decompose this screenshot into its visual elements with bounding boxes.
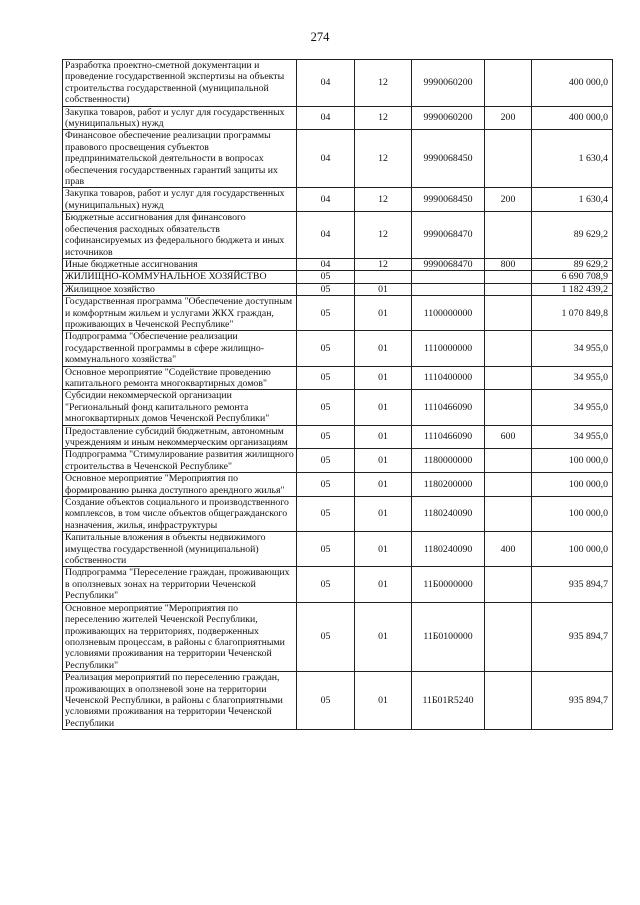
row-name-cell: Субсидии некоммерческой организации "Региональный фонд капитального ремонта многоквартирных домов Чеченской Республики"	[63, 390, 297, 425]
expense-type-cell: 400	[485, 532, 532, 567]
target-article-cell: 1110400000	[412, 366, 485, 390]
target-article-cell: 1180200000	[412, 473, 485, 497]
target-article-cell: 11Б0100000	[412, 602, 485, 671]
table-row	[63, 390, 613, 425]
row-name-cell: Жилищное хозяйство	[63, 283, 297, 295]
row-name-cell: Финансовое обеспечение реализации программы правового просвещения субъектов предпринимательской деятельности в вопросах обеспечения государственных гарантий защиты их прав	[63, 130, 297, 188]
expense-type-cell	[485, 390, 532, 425]
table-row	[63, 283, 613, 295]
amount-cell: 100 000,0	[532, 449, 613, 473]
row-name-cell: Основное мероприятие "Содействие проведению капитального ремонта многоквартирных домов"	[63, 366, 297, 390]
subsection-code-cell: 01	[355, 296, 412, 331]
target-article-cell: 11Б01R5240	[412, 672, 485, 730]
amount-cell: 1 070 849,8	[532, 296, 613, 331]
amount-cell: 34 955,0	[532, 390, 613, 425]
subsection-code-cell: 12	[355, 258, 412, 270]
amount-cell: 100 000,0	[532, 497, 613, 532]
amount-cell: 935 894,7	[532, 672, 613, 730]
table-row	[63, 672, 613, 730]
section-code-cell: 05	[297, 567, 355, 602]
subsection-code-cell: 01	[355, 390, 412, 425]
target-article-cell: 1110466090	[412, 390, 485, 425]
expense-type-cell	[485, 672, 532, 730]
target-article-cell: 1100000000	[412, 296, 485, 331]
section-code-cell: 04	[297, 60, 355, 107]
amount-cell: 34 955,0	[532, 331, 613, 366]
table-row	[63, 212, 613, 259]
target-article-cell: 1180000000	[412, 449, 485, 473]
expense-type-cell	[485, 130, 532, 188]
budget-table	[62, 59, 613, 730]
row-name-cell: Разработка проектно-сметной документации и проведение государственной экспертизы на объекты строительства государственной (муниципальной собственности)	[63, 60, 297, 107]
row-name-cell: Подпрограмма "Стимулирование развития жилищного строительства в Чеченской Республике"	[63, 449, 297, 473]
section-code-cell: 05	[297, 331, 355, 366]
target-article-cell: 9990068450	[412, 130, 485, 188]
target-article-cell	[412, 271, 485, 283]
target-article-cell: 9990060200	[412, 106, 485, 130]
expense-type-cell	[485, 271, 532, 283]
subsection-code-cell: 01	[355, 425, 412, 449]
expense-type-cell: 200	[485, 188, 532, 212]
row-name-cell: Создание объектов социального и производственного комплексов, в том числе объектов общегражданского назначения, жилья, инфраструктуры	[63, 497, 297, 532]
table-row	[63, 188, 613, 212]
amount-cell: 89 629,2	[532, 258, 613, 270]
row-name-cell: Основное мероприятие "Мероприятия по формированию рынка доступного арендного жилья"	[63, 473, 297, 497]
section-code-cell: 05	[297, 271, 355, 283]
section-code-cell: 05	[297, 366, 355, 390]
expense-type-cell	[485, 497, 532, 532]
section-code-cell: 04	[297, 258, 355, 270]
subsection-code-cell	[355, 271, 412, 283]
row-name-cell: ЖИЛИЩНО-КОММУНАЛЬНОЕ ХОЗЯЙСТВО	[63, 271, 297, 283]
amount-cell: 400 000,0	[532, 60, 613, 107]
section-code-cell: 04	[297, 188, 355, 212]
section-code-cell: 05	[297, 449, 355, 473]
expense-type-cell	[485, 283, 532, 295]
expense-type-cell	[485, 602, 532, 671]
target-article-cell: 1180240090	[412, 497, 485, 532]
table-row	[63, 449, 613, 473]
amount-cell: 6 690 708,9	[532, 271, 613, 283]
section-code-cell: 05	[297, 283, 355, 295]
row-name-cell: Основное мероприятие "Мероприятия по переселению жителей Чеченской Республики, проживающих на территориях, подверженных оползневым процессам, в районы с благоприятными условиями проживания на территории Чеченской Республики"	[63, 602, 297, 671]
row-name-cell: Государственная программа "Обеспечение доступным и комфортным жильем и услугами ЖКХ граждан, проживающих в Чеченской Республике"	[63, 296, 297, 331]
section-code-cell: 04	[297, 106, 355, 130]
section-code-cell: 05	[297, 296, 355, 331]
row-name-cell: Закупка товаров, работ и услуг для государственных (муниципальных) нужд	[63, 106, 297, 130]
target-article-cell: 1110466090	[412, 425, 485, 449]
amount-cell: 1 630,4	[532, 130, 613, 188]
target-article-cell: 11Б0000000	[412, 567, 485, 602]
amount-cell: 1 182 439,2	[532, 283, 613, 295]
expense-type-cell	[485, 331, 532, 366]
expense-type-cell	[485, 212, 532, 259]
subsection-code-cell: 01	[355, 331, 412, 366]
row-name-cell: Бюджетные ассигнования для финансового обеспечения расходных обязательств софинансируемых из федерального бюджета и иных источников	[63, 212, 297, 259]
amount-cell: 100 000,0	[532, 532, 613, 567]
amount-cell: 400 000,0	[532, 106, 613, 130]
subsection-code-cell: 01	[355, 283, 412, 295]
table-row	[63, 473, 613, 497]
expense-type-cell	[485, 296, 532, 331]
subsection-code-cell: 01	[355, 672, 412, 730]
expense-type-cell: 200	[485, 106, 532, 130]
subsection-code-cell: 01	[355, 567, 412, 602]
amount-cell: 34 955,0	[532, 366, 613, 390]
row-name-cell: Подпрограмма "Обеспечение реализации государственной программы в сфере жилищно-коммунального хозяйства"	[63, 331, 297, 366]
row-name-cell: Подпрограмма "Переселение граждан, проживающих в оползневых зонах на территории Чеченской Республики"	[63, 567, 297, 602]
subsection-code-cell: 01	[355, 532, 412, 567]
target-article-cell: 1110000000	[412, 331, 485, 366]
section-code-cell: 05	[297, 425, 355, 449]
amount-cell: 89 629,2	[532, 212, 613, 259]
subsection-code-cell: 12	[355, 60, 412, 107]
subsection-code-cell: 01	[355, 497, 412, 532]
row-name-cell: Закупка товаров, работ и услуг для государственных (муниципальных) нужд	[63, 188, 297, 212]
expense-type-cell: 800	[485, 258, 532, 270]
section-code-cell: 04	[297, 212, 355, 259]
target-article-cell: 1180240090	[412, 532, 485, 567]
subsection-code-cell: 01	[355, 449, 412, 473]
subsection-code-cell: 12	[355, 212, 412, 259]
table-row	[63, 60, 613, 107]
table-row	[63, 425, 613, 449]
target-article-cell: 9990068470	[412, 258, 485, 270]
table-row	[63, 258, 613, 270]
subsection-code-cell: 01	[355, 602, 412, 671]
amount-cell: 34 955,0	[532, 425, 613, 449]
subsection-code-cell: 01	[355, 473, 412, 497]
table-row	[63, 271, 613, 283]
table-row	[63, 296, 613, 331]
subsection-code-cell: 12	[355, 130, 412, 188]
subsection-code-cell: 12	[355, 106, 412, 130]
subsection-code-cell: 12	[355, 188, 412, 212]
expense-type-cell	[485, 60, 532, 107]
table-row	[63, 602, 613, 671]
section-code-cell: 05	[297, 390, 355, 425]
section-code-cell: 05	[297, 473, 355, 497]
expense-type-cell: 600	[485, 425, 532, 449]
table-row	[63, 331, 613, 366]
table-row	[63, 532, 613, 567]
expense-type-cell	[485, 473, 532, 497]
section-code-cell: 05	[297, 602, 355, 671]
table-row	[63, 497, 613, 532]
table-row	[63, 366, 613, 390]
section-code-cell: 05	[297, 497, 355, 532]
page-number: 274	[310, 30, 330, 44]
amount-cell: 935 894,7	[532, 602, 613, 671]
row-name-cell: Предоставление субсидий бюджетным, автономным учреждениям и иным некоммерческим организациям	[63, 425, 297, 449]
amount-cell: 100 000,0	[532, 473, 613, 497]
section-code-cell: 05	[297, 532, 355, 567]
table-row	[63, 130, 613, 188]
budget-table-body	[63, 60, 613, 730]
section-code-cell: 04	[297, 130, 355, 188]
target-article-cell: 9990068450	[412, 188, 485, 212]
amount-cell: 935 894,7	[532, 567, 613, 602]
subsection-code-cell: 01	[355, 366, 412, 390]
expense-type-cell	[485, 567, 532, 602]
row-name-cell: Капитальные вложения в объекты недвижимого имущества государственной (муниципальной) собственности	[63, 532, 297, 567]
target-article-cell: 9990060200	[412, 60, 485, 107]
section-code-cell: 05	[297, 672, 355, 730]
target-article-cell: 9990068470	[412, 212, 485, 259]
target-article-cell	[412, 283, 485, 295]
expense-type-cell	[485, 366, 532, 390]
row-name-cell: Реализация мероприятий по переселению граждан, проживающих в оползневой зоне на территории Чеченской Республики, в районы с благоприятными условиями проживания на территории Чеченской Республики	[63, 672, 297, 730]
expense-type-cell	[485, 449, 532, 473]
table-row	[63, 106, 613, 130]
amount-cell: 1 630,4	[532, 188, 613, 212]
row-name-cell: Иные бюджетные ассигнования	[63, 258, 297, 270]
table-row	[63, 567, 613, 602]
